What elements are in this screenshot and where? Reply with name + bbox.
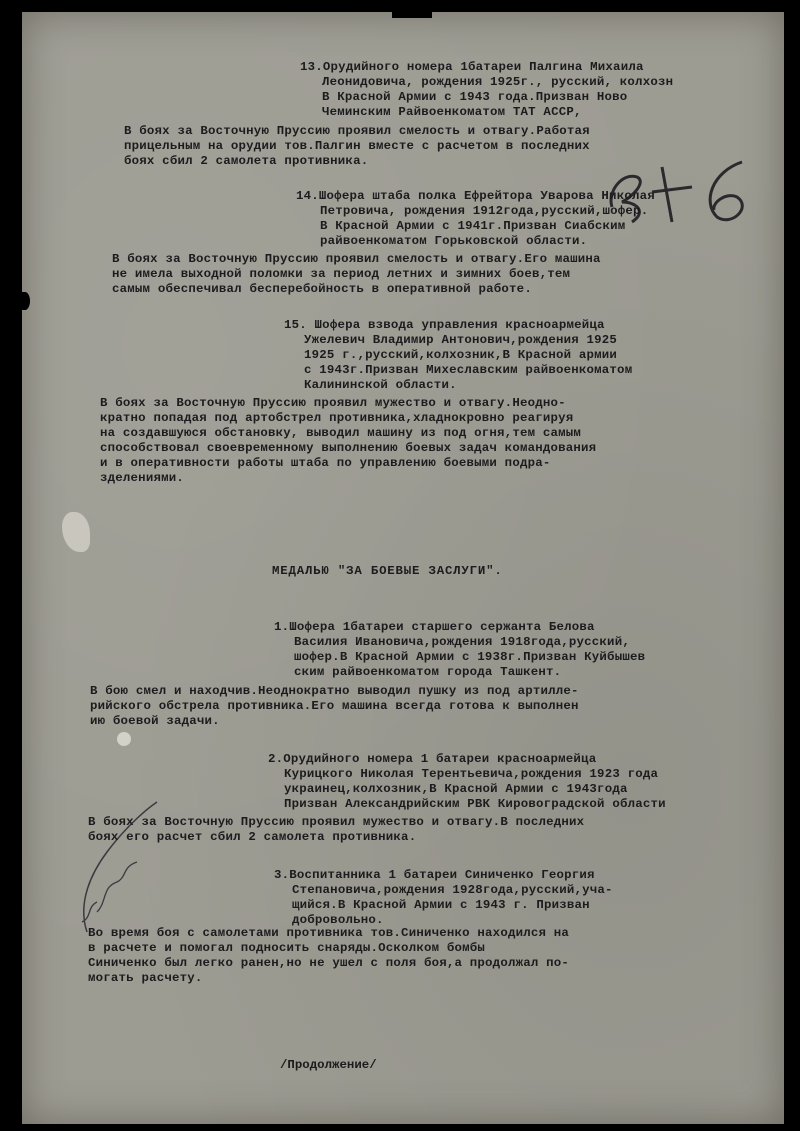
- entry-14-line-7: самым обеспечивал бесперебойность в оперативной работе.: [112, 282, 532, 296]
- medal-entry-1-line-3: шофер.В Красной Армии с 1938г.Призван Куйбышев: [294, 650, 646, 664]
- medal-entry-2-line-3: украинец,колхозник,В Красной Армии с 1943года: [284, 782, 628, 796]
- paper-hole: [62, 512, 90, 552]
- continuation-footer: /Продолжение/: [280, 1058, 377, 1072]
- medal-entry-2-line-4: Призван Александрийским РВК Кировоградской области: [284, 797, 666, 811]
- medal-entry-2-line-5: В боях за Восточную Пруссию проявил мужество и отвагу.В последних: [88, 815, 585, 829]
- entry-15-line-10: и в оперативности работы штаба по управлению боевыми подра-: [100, 456, 551, 470]
- entry-15-line-5: Калининской области.: [304, 378, 457, 392]
- entry-14-line-5: В боях за Восточную Пруссию проявил смелость и отвагу.Его машина: [112, 252, 601, 266]
- entry-14-line-4: райвоенкоматом Горьковской области.: [320, 234, 588, 248]
- medal-entry-3-line-8: могать расчету.: [88, 971, 203, 985]
- entry-13-line-1: 13.Орудийного номера 1батареи Палгина Михаила: [300, 60, 644, 74]
- medal-entry-3-line-4: добровольно.: [292, 913, 384, 927]
- medal-entry-1-line-4: ским райвоенкоматом города Ташкент.: [294, 665, 562, 679]
- medal-entry-3-line-1: 3.Воспитанника 1 батареи Синиченко Георгия: [274, 868, 595, 882]
- medal-entry-1-line-5: В бою смел и находчив.Неоднократно выводил пушку из под артилле-: [90, 684, 579, 698]
- medal-entry-1-line-6: рийского обстрела противника.Его машина всегда готова к выполнен: [90, 699, 579, 713]
- document-page: [22, 12, 784, 1124]
- entry-15-line-2: Ужелевич Владимир Антонович,рождения 1925: [304, 333, 618, 347]
- entry-13-line-7: боях сбил 2 самолета противника.: [124, 154, 369, 168]
- entry-13-line-3: В Красной Армии с 1943 года.Призван Ново: [322, 90, 628, 104]
- paper-tear: [20, 292, 30, 310]
- medal-section-heading: МЕДАЛЬЮ "ЗА БОЕВЫЕ ЗАСЛУГИ".: [272, 564, 503, 578]
- entry-13-line-6: прицельным на орудии тов.Палгин вместе с расчетом в последних: [124, 139, 590, 153]
- medal-entry-2-line-6: боях его расчет сбил 2 самолета противника.: [88, 830, 417, 844]
- entry-15-line-11: зделениями.: [100, 471, 184, 485]
- entry-15-line-3: 1925 г.,русский,колхозник,В Красной армии: [304, 348, 618, 362]
- medal-entry-2-line-2: Курицкого Николая Терентьевича,рождения 1923 года: [284, 767, 659, 781]
- entry-13-line-2: Леонидовича, рождения 1925г., русский, колхозн: [322, 75, 674, 89]
- entry-15-line-6: В боях за Восточную Пруссию проявил мужество и отвагу.Неодно-: [100, 396, 566, 410]
- medal-entry-1-line-7: ию боевой задачи.: [90, 714, 220, 728]
- medal-entry-3-line-2: Степановича,рождения 1928года,русский,уча-: [292, 883, 613, 897]
- handwritten-signature: [62, 782, 182, 942]
- entry-13-line-4: Чеминским Райвоенкоматом ТАТ АССР,: [322, 105, 582, 119]
- entry-15-line-4: с 1943г.Призван Михеславским райвоенкоматом: [304, 363, 633, 377]
- entry-15-line-8: на создавшуюся обстановку, выводил машину из под огня,тем самым: [100, 426, 582, 440]
- entry-15-line-9: способствовал своевременному выполнению боевых задач командования: [100, 441, 597, 455]
- medal-entry-3-line-3: щийся.В Красной Армии с 1943 г. Призван: [292, 898, 590, 912]
- medal-entry-1-line-1: 1.Шофера 1батареи старшего сержанта Белова: [274, 620, 595, 634]
- medal-entry-1-line-2: Василия Ивановича,рождения 1918года,русский,: [294, 635, 630, 649]
- paper-tear: [392, 12, 432, 18]
- paper-hole: [117, 732, 131, 746]
- entry-14-line-6: не имела выходной поломки за период летних и зимних боев,тем: [112, 267, 571, 281]
- medal-entry-3-line-6: в расчете и помогал подносить снаряды.Осколком бомбы: [88, 941, 486, 955]
- entry-14-line-1: 14.Шофера штаба полка Ефрейтора Уварова Николая: [296, 189, 655, 203]
- medal-entry-3-line-5: Во время боя с самолетами противника тов.Синиченко находился на: [88, 926, 570, 940]
- entry-14-line-3: В Красной Армии с 1941г.Призван Сиабским: [320, 219, 626, 233]
- entry-14-line-2: Петровича, рождения 1912года,русский,шофер.: [320, 204, 649, 218]
- medal-entry-3-line-7: Синиченко был легко ранен,но не ушел с поля боя,а продолжал по-: [88, 956, 570, 970]
- entry-15-line-7: кратно попадая под артобстрел противника,хладнокровно реагируя: [100, 411, 574, 425]
- entry-13-line-5: В боях за Восточную Пруссию проявил смелость и отвагу.Работая: [124, 124, 590, 138]
- medal-entry-2-line-1: 2.Орудийного номера 1 батареи красноармейца: [268, 752, 597, 766]
- entry-15-line-1: 15. Шофера взвода управления красноармейца: [284, 318, 605, 332]
